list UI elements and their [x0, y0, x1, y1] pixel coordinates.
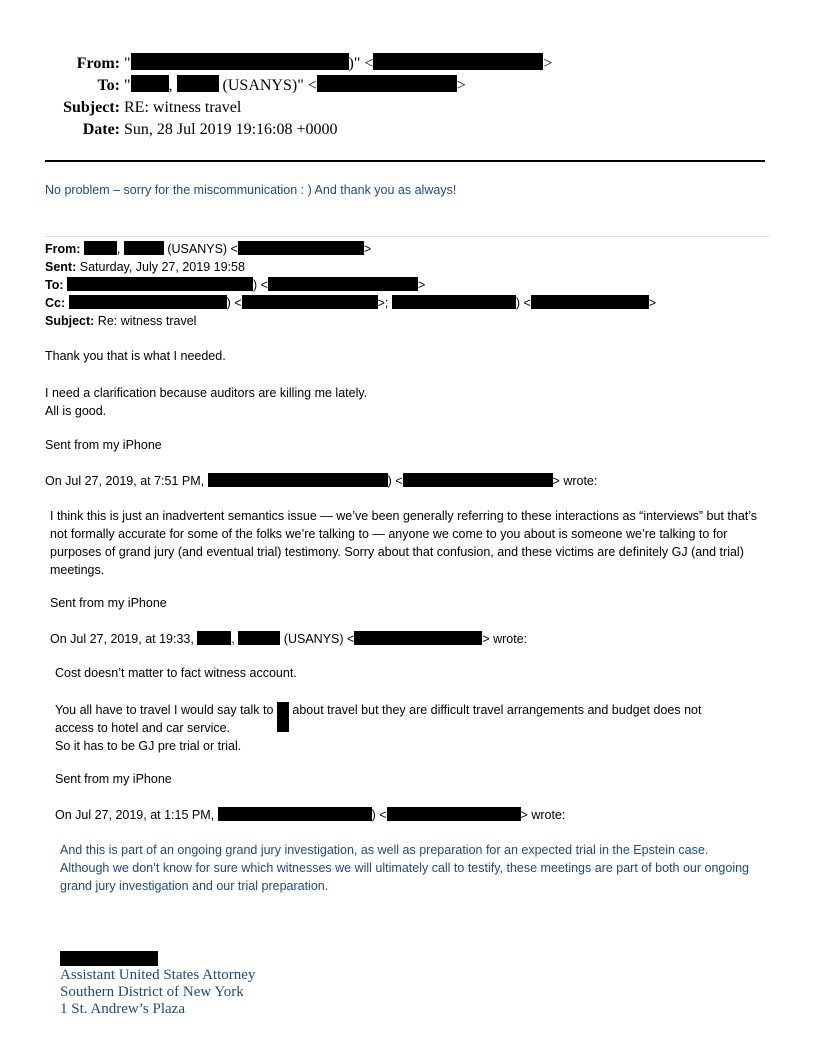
msg1-sent-from: Sent from my iPhone	[45, 438, 162, 452]
signature-title: Assistant United States Attorney	[60, 967, 256, 983]
msg3-line3: So it has to be GJ pre trial or trial.	[55, 739, 242, 753]
redaction	[84, 241, 117, 255]
date-label: Date:	[82, 121, 120, 138]
redaction	[403, 473, 553, 487]
msg1-line2: I need a clarification because auditors are killing me lately.	[45, 386, 368, 400]
redaction	[177, 75, 219, 92]
redaction	[387, 807, 521, 821]
msg3-line2-cont: access to hotel and car service.	[55, 721, 231, 735]
redaction	[277, 702, 289, 732]
forward-to-row: To: ) < >	[45, 278, 426, 292]
msg2-sent-from: Sent from my iPhone	[50, 596, 167, 610]
redaction	[373, 53, 543, 70]
to-value: " , (USANYS)" < >	[124, 77, 466, 94]
from-value: " )" < >	[124, 55, 553, 72]
redaction	[67, 277, 253, 291]
redaction	[268, 277, 418, 291]
msg1-line3: All is good.	[45, 404, 107, 418]
signature-office: Southern District of New York	[60, 984, 244, 1000]
forward-subject-label: Subject:	[45, 314, 95, 328]
forward-cc-row: Cc: ) < >; ) < >	[45, 296, 657, 310]
redaction	[208, 473, 388, 487]
forward-cc-label: Cc:	[45, 296, 66, 310]
forward-from-row: From: , (USANYS) < >	[45, 242, 372, 256]
msg3-attribution: On Jul 27, 2019, at 1:15 PM, ) < > wrote:	[55, 808, 566, 822]
msg2-attribution: On Jul 27, 2019, at 19:33, , (USANYS) < > wrote:	[50, 632, 528, 646]
redaction	[531, 295, 649, 309]
redaction	[242, 295, 378, 309]
forward-sent-row	[45, 258, 245, 276]
forward-to-label: To:	[45, 278, 64, 292]
msg1-line1: Thank you that is what I needed.	[45, 349, 226, 363]
msg3-line1: Cost doesn’t matter to fact witness account.	[55, 666, 297, 680]
signature-name-redaction	[60, 951, 158, 966]
message-divider	[45, 236, 770, 237]
msg3-sent-from: Sent from my iPhone	[55, 772, 172, 786]
subject-value: RE: witness travel	[124, 99, 242, 116]
header-divider	[45, 160, 765, 162]
forward-sent-value: Saturday, July 27, 2019 19:58	[79, 260, 245, 274]
subject-label: Subject:	[63, 99, 120, 116]
msg1-attribution: On Jul 27, 2019, at 7:51 PM, ) < > wrote:	[45, 474, 598, 488]
from-label: From:	[76, 55, 120, 72]
msg3-line2: You all have to travel I would say talk to about travel but they are difficult travel arrangements and budget does not	[55, 701, 701, 732]
forward-subject-value: Re: witness travel	[97, 314, 197, 328]
redaction	[354, 631, 482, 645]
forward-subject-row	[45, 312, 196, 330]
date-value: Sun, 28 Jul 2019 19:16:08 +0000	[124, 121, 338, 138]
redaction	[392, 295, 516, 309]
redaction	[69, 295, 227, 309]
redaction	[218, 807, 372, 821]
msg2-body: I think this is just an inadvertent semantics issue — we’ve been generally referring to these interactions as “interviews” but that’s not formally accurate for some of the folks we’re talking to — anyone we come to you about is someone we’re talking to for purposes of grand jury (and eventual trial) testimony. Sorry about that confusion, and these victims are definitely GJ (and trial) meetings.	[50, 509, 758, 577]
redaction	[131, 53, 349, 70]
reply-text: No problem – sorry for the miscommunication : ) And thank you as always!	[45, 183, 457, 197]
redaction	[131, 75, 169, 92]
forward-from-label: From:	[45, 242, 81, 256]
signature-address: 1 St. Andrew’s Plaza	[60, 1001, 185, 1017]
redaction	[238, 631, 280, 645]
redaction	[124, 241, 164, 255]
forward-sent-label: Sent:	[45, 260, 77, 274]
msg4-body: And this is part of an ongoing grand jury investigation, as well as preparation for an expected trial in the Epstein case. Although we don’t know for sure which witnesses we will ultimately call to testify, these meetings are part of both our ongoing grand jury investigation and our trial preparation.	[60, 843, 750, 893]
redaction	[197, 631, 231, 645]
redaction	[317, 75, 457, 92]
redaction	[238, 241, 364, 255]
to-label: To:	[97, 77, 120, 94]
